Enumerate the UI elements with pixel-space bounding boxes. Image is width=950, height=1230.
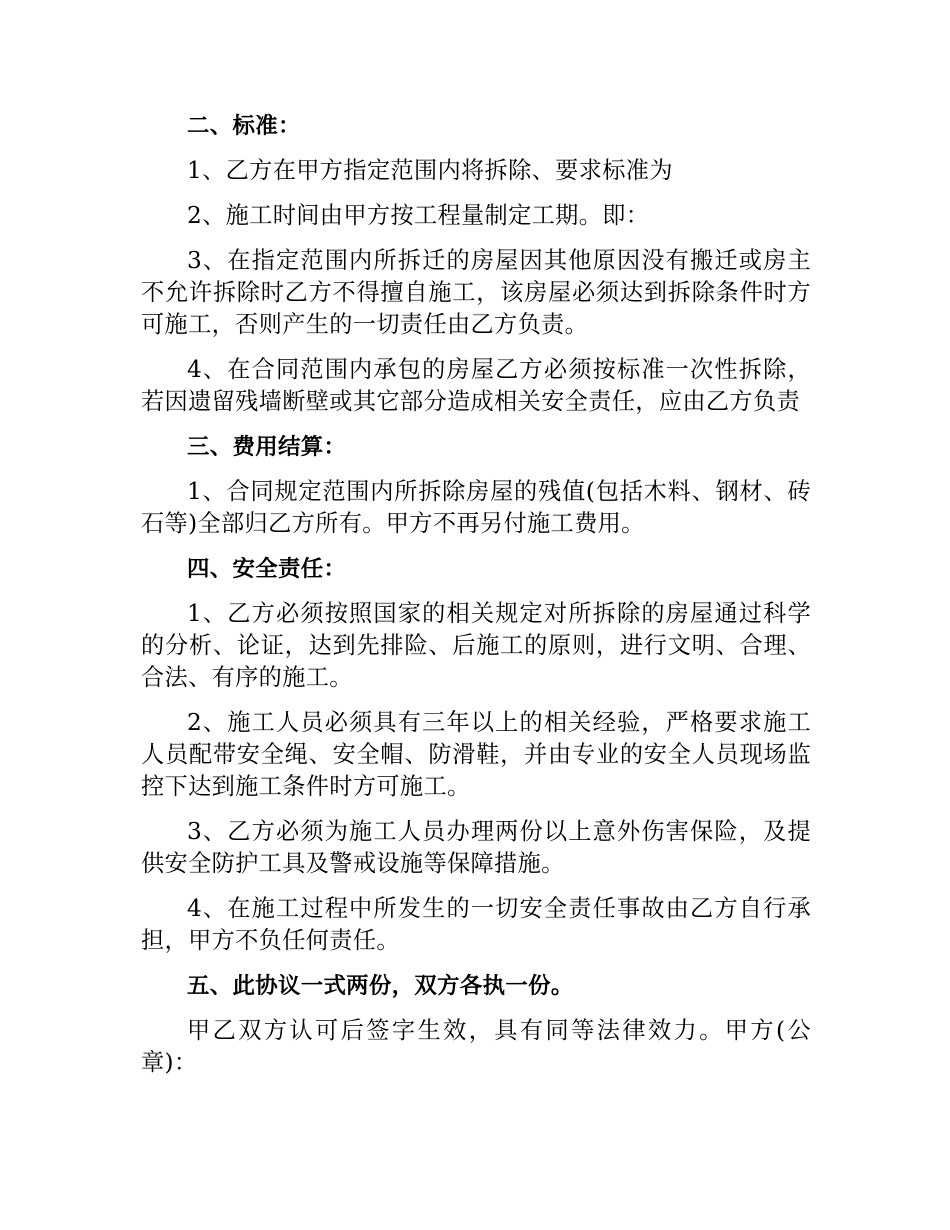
clause: 4、在合同范围内承包的房屋乙方必须按标准一次性拆除，若因遗留残墙断壁或其它部分造成相关安全责任，应由乙方负责 [141, 356, 811, 415]
section-heading: 二、标准： [187, 113, 301, 139]
section-standards [141, 110, 811, 418]
section-copies [141, 970, 811, 1079]
section-heading: 三、费用结算： [187, 434, 347, 460]
section-settlement [141, 431, 811, 540]
document-page [141, 110, 811, 1092]
clause: 3、乙方必须为施工人员办理两份以上意外伤害保险，及提供安全防护工具及警戒设施等保障措施。 [141, 818, 811, 877]
clause: 1、乙方必须按照国家的相关规定对所拆除的房屋通过科学的分析、论证，达到先排险、后施工的原则，进行文明、合理、合法、有序的施工。 [141, 600, 811, 691]
section-safety [141, 553, 811, 957]
clause: 1、合同规定范围内所拆除房屋的残值(包括木料、钢材、砖石等)全部归乙方所有。甲方不再另付施工费用。 [141, 478, 811, 537]
section-heading: 五、此协议一式两份，双方各执一份。 [187, 973, 574, 999]
clause: 3、在指定范围内所拆迁的房屋因其他原因没有搬迁或房主不允许拆除时乙方不得擅自施工，该房屋必须达到拆除条件时方可施工，否则产生的一切责任由乙方负责。 [141, 247, 811, 338]
clause: 1、乙方在甲方指定范围内将拆除、要求标准为 [187, 157, 673, 184]
clause: 2、施工人员必须具有三年以上的相关经验，严格要求施工人员配带安全绳、安全帽、防滑鞋，并由专业的安全人员现场监控下达到施工条件时方可施工。 [141, 709, 811, 800]
clause: 4、在施工过程中所发生的一切安全责任事故由乙方自行承担，甲方不负任何责任。 [141, 895, 811, 954]
clause: 2、施工时间由甲方按工程量制定工期。即： [187, 202, 650, 229]
section-heading: 四、安全责任： [187, 556, 347, 582]
clause: 甲乙双方认可后签字生效，具有同等法律效力。甲方(公章)： [141, 1017, 811, 1076]
